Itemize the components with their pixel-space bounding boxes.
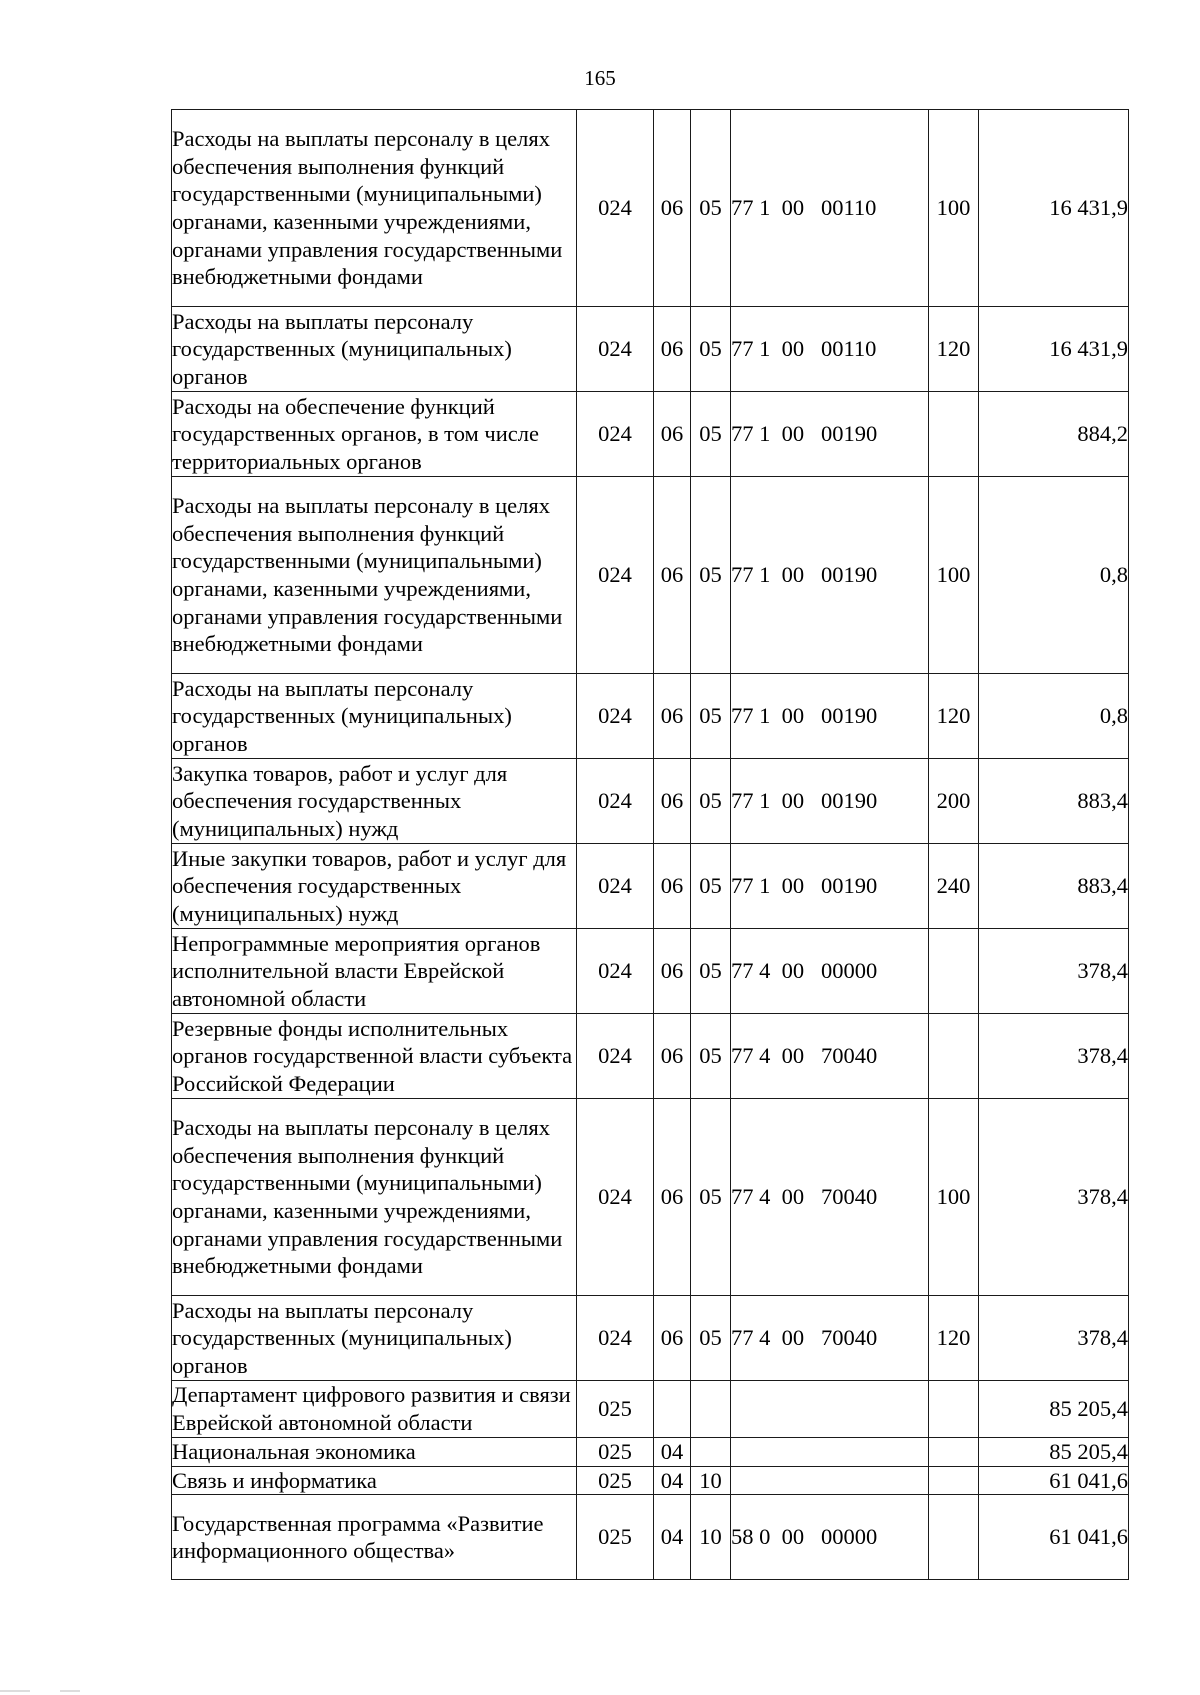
target-article-cell: 77 1 00 00190: [731, 392, 929, 477]
admin-code-cell: 024: [577, 929, 654, 1014]
section-code-cell: 06: [654, 477, 691, 674]
admin-code-cell: 025: [577, 1381, 654, 1438]
table-row: [172, 759, 1129, 844]
expense-type-cell: 100: [929, 110, 979, 307]
expense-type-cell: [929, 1381, 979, 1438]
amount-cell: 16 431,9: [979, 110, 1129, 307]
admin-code-cell: 024: [577, 1296, 654, 1381]
expense-name-cell: Государственная программа «Развитие информационного общества»: [172, 1495, 577, 1580]
expense-type-cell: 120: [929, 307, 979, 392]
expense-name-cell: Закупка товаров, работ и услуг для обеспечения государственных (муниципальных) нужд: [172, 759, 577, 844]
expense-name-cell: Расходы на выплаты персоналу в целях обеспечения выполнения функций государственными (муниципальными) органами, казенными учреждениями, органами управления государственными внебюджетными фондами: [172, 477, 577, 674]
amount-cell: 0,8: [979, 477, 1129, 674]
target-article-cell: 77 1 00 00190: [731, 477, 929, 674]
section-code-cell: 04: [654, 1495, 691, 1580]
target-article-cell: 77 1 00 00190: [731, 844, 929, 929]
section-code-cell: 04: [654, 1438, 691, 1467]
section-code-cell: 06: [654, 110, 691, 307]
table-row: [172, 477, 1129, 674]
page-number: 165: [584, 66, 616, 90]
subsection-code-cell: 10: [691, 1495, 731, 1580]
expense-type-cell: 200: [929, 759, 979, 844]
subsection-code-cell: 05: [691, 1014, 731, 1099]
section-code-cell: 06: [654, 392, 691, 477]
section-code-cell: 06: [654, 759, 691, 844]
expense-name-cell: Расходы на выплаты персоналу государственных (муниципальных) органов: [172, 307, 577, 392]
subsection-code-cell: 05: [691, 110, 731, 307]
admin-code-cell: 024: [577, 392, 654, 477]
section-code-cell: 06: [654, 674, 691, 759]
table-row: [172, 1381, 1129, 1438]
expense-type-cell: [929, 1014, 979, 1099]
admin-code-cell: 024: [577, 844, 654, 929]
target-article-cell: 77 4 00 70040: [731, 1014, 929, 1099]
target-article-cell: 77 1 00 00110: [731, 307, 929, 392]
expense-name-cell: Расходы на обеспечение функций государственных органов, в том числе территориальных органов: [172, 392, 577, 477]
expense-type-cell: [929, 1495, 979, 1580]
budget-table: [171, 109, 1129, 1580]
target-article-cell: 77 4 00 00000: [731, 929, 929, 1014]
admin-code-cell: 024: [577, 1099, 654, 1296]
subsection-code-cell: 05: [691, 1099, 731, 1296]
admin-code-cell: 025: [577, 1466, 654, 1495]
amount-cell: 378,4: [979, 1014, 1129, 1099]
subsection-code-cell: [691, 1438, 731, 1467]
admin-code-cell: 024: [577, 674, 654, 759]
table-row: [172, 929, 1129, 1014]
subsection-code-cell: 10: [691, 1466, 731, 1495]
section-code-cell: 06: [654, 1099, 691, 1296]
expense-name-cell: Непрограммные мероприятия органов исполнительной власти Еврейской автономной области: [172, 929, 577, 1014]
target-article-cell: [731, 1438, 929, 1467]
table-row: [172, 1495, 1129, 1580]
table-row: [172, 307, 1129, 392]
target-article-cell: 58 0 00 00000: [731, 1495, 929, 1580]
expense-type-cell: 100: [929, 477, 979, 674]
amount-cell: 883,4: [979, 759, 1129, 844]
expense-type-cell: [929, 929, 979, 1014]
target-article-cell: [731, 1466, 929, 1495]
section-code-cell: [654, 1381, 691, 1438]
table-row: [172, 1466, 1129, 1495]
expense-type-cell: [929, 1438, 979, 1467]
expense-type-cell: 240: [929, 844, 979, 929]
target-article-cell: 77 4 00 70040: [731, 1296, 929, 1381]
subsection-code-cell: [691, 1381, 731, 1438]
admin-code-cell: 024: [577, 759, 654, 844]
target-article-cell: 77 4 00 70040: [731, 1099, 929, 1296]
expense-name-cell: Расходы на выплаты персоналу государственных (муниципальных) органов: [172, 1296, 577, 1381]
amount-cell: 85 205,4: [979, 1381, 1129, 1438]
budget-table-body: [172, 110, 1129, 1580]
admin-code-cell: 024: [577, 477, 654, 674]
table-row: [172, 674, 1129, 759]
scan-edge-mark: [0, 1690, 1200, 1692]
target-article-cell: [731, 1381, 929, 1438]
amount-cell: 16 431,9: [979, 307, 1129, 392]
target-article-cell: 77 1 00 00190: [731, 674, 929, 759]
admin-code-cell: 024: [577, 110, 654, 307]
amount-cell: 0,8: [979, 674, 1129, 759]
expense-name-cell: Иные закупки товаров, работ и услуг для обеспечения государственных (муниципальных) нужд: [172, 844, 577, 929]
amount-cell: 884,2: [979, 392, 1129, 477]
admin-code-cell: 024: [577, 307, 654, 392]
admin-code-cell: 024: [577, 1014, 654, 1099]
section-code-cell: 06: [654, 1296, 691, 1381]
amount-cell: 61 041,6: [979, 1466, 1129, 1495]
section-code-cell: 04: [654, 1466, 691, 1495]
expense-name-cell: Связь и информатика: [172, 1466, 577, 1495]
subsection-code-cell: 05: [691, 392, 731, 477]
amount-cell: 378,4: [979, 1099, 1129, 1296]
table-row: [172, 1296, 1129, 1381]
target-article-cell: 77 1 00 00110: [731, 110, 929, 307]
expense-name-cell: Резервные фонды исполнительных органов государственной власти субъекта Российской Федерации: [172, 1014, 577, 1099]
table-row: [172, 844, 1129, 929]
section-code-cell: 06: [654, 929, 691, 1014]
amount-cell: 85 205,4: [979, 1438, 1129, 1467]
admin-code-cell: 025: [577, 1495, 654, 1580]
expense-type-cell: [929, 392, 979, 477]
expense-type-cell: [929, 1466, 979, 1495]
target-article-cell: 77 1 00 00190: [731, 759, 929, 844]
table-row: [172, 110, 1129, 307]
expense-name-cell: Национальная экономика: [172, 1438, 577, 1467]
section-code-cell: 06: [654, 1014, 691, 1099]
table-row: [172, 1014, 1129, 1099]
expense-name-cell: Расходы на выплаты персоналу в целях обеспечения выполнения функций государственными (муниципальными) органами, казенными учреждениями, органами управления государственными внебюджетными фондами: [172, 1099, 577, 1296]
amount-cell: 378,4: [979, 929, 1129, 1014]
amount-cell: 378,4: [979, 1296, 1129, 1381]
expense-name-cell: Расходы на выплаты персоналу в целях обеспечения выполнения функций государственными (муниципальными) органами, казенными учреждениями, органами управления государственными внебюджетными фондами: [172, 110, 577, 307]
subsection-code-cell: 05: [691, 929, 731, 1014]
section-code-cell: 06: [654, 307, 691, 392]
expense-name-cell: Расходы на выплаты персоналу государственных (муниципальных) органов: [172, 674, 577, 759]
subsection-code-cell: 05: [691, 674, 731, 759]
subsection-code-cell: 05: [691, 844, 731, 929]
admin-code-cell: 025: [577, 1438, 654, 1467]
amount-cell: 883,4: [979, 844, 1129, 929]
table-row: [172, 392, 1129, 477]
expense-type-cell: 120: [929, 674, 979, 759]
expense-type-cell: 100: [929, 1099, 979, 1296]
subsection-code-cell: 05: [691, 307, 731, 392]
section-code-cell: 06: [654, 844, 691, 929]
table-row: [172, 1099, 1129, 1296]
expense-type-cell: 120: [929, 1296, 979, 1381]
expense-name-cell: Департамент цифрового развития и связи Еврейской автономной области: [172, 1381, 577, 1438]
table-row: [172, 1438, 1129, 1467]
subsection-code-cell: 05: [691, 1296, 731, 1381]
amount-cell: 61 041,6: [979, 1495, 1129, 1580]
subsection-code-cell: 05: [691, 477, 731, 674]
subsection-code-cell: 05: [691, 759, 731, 844]
